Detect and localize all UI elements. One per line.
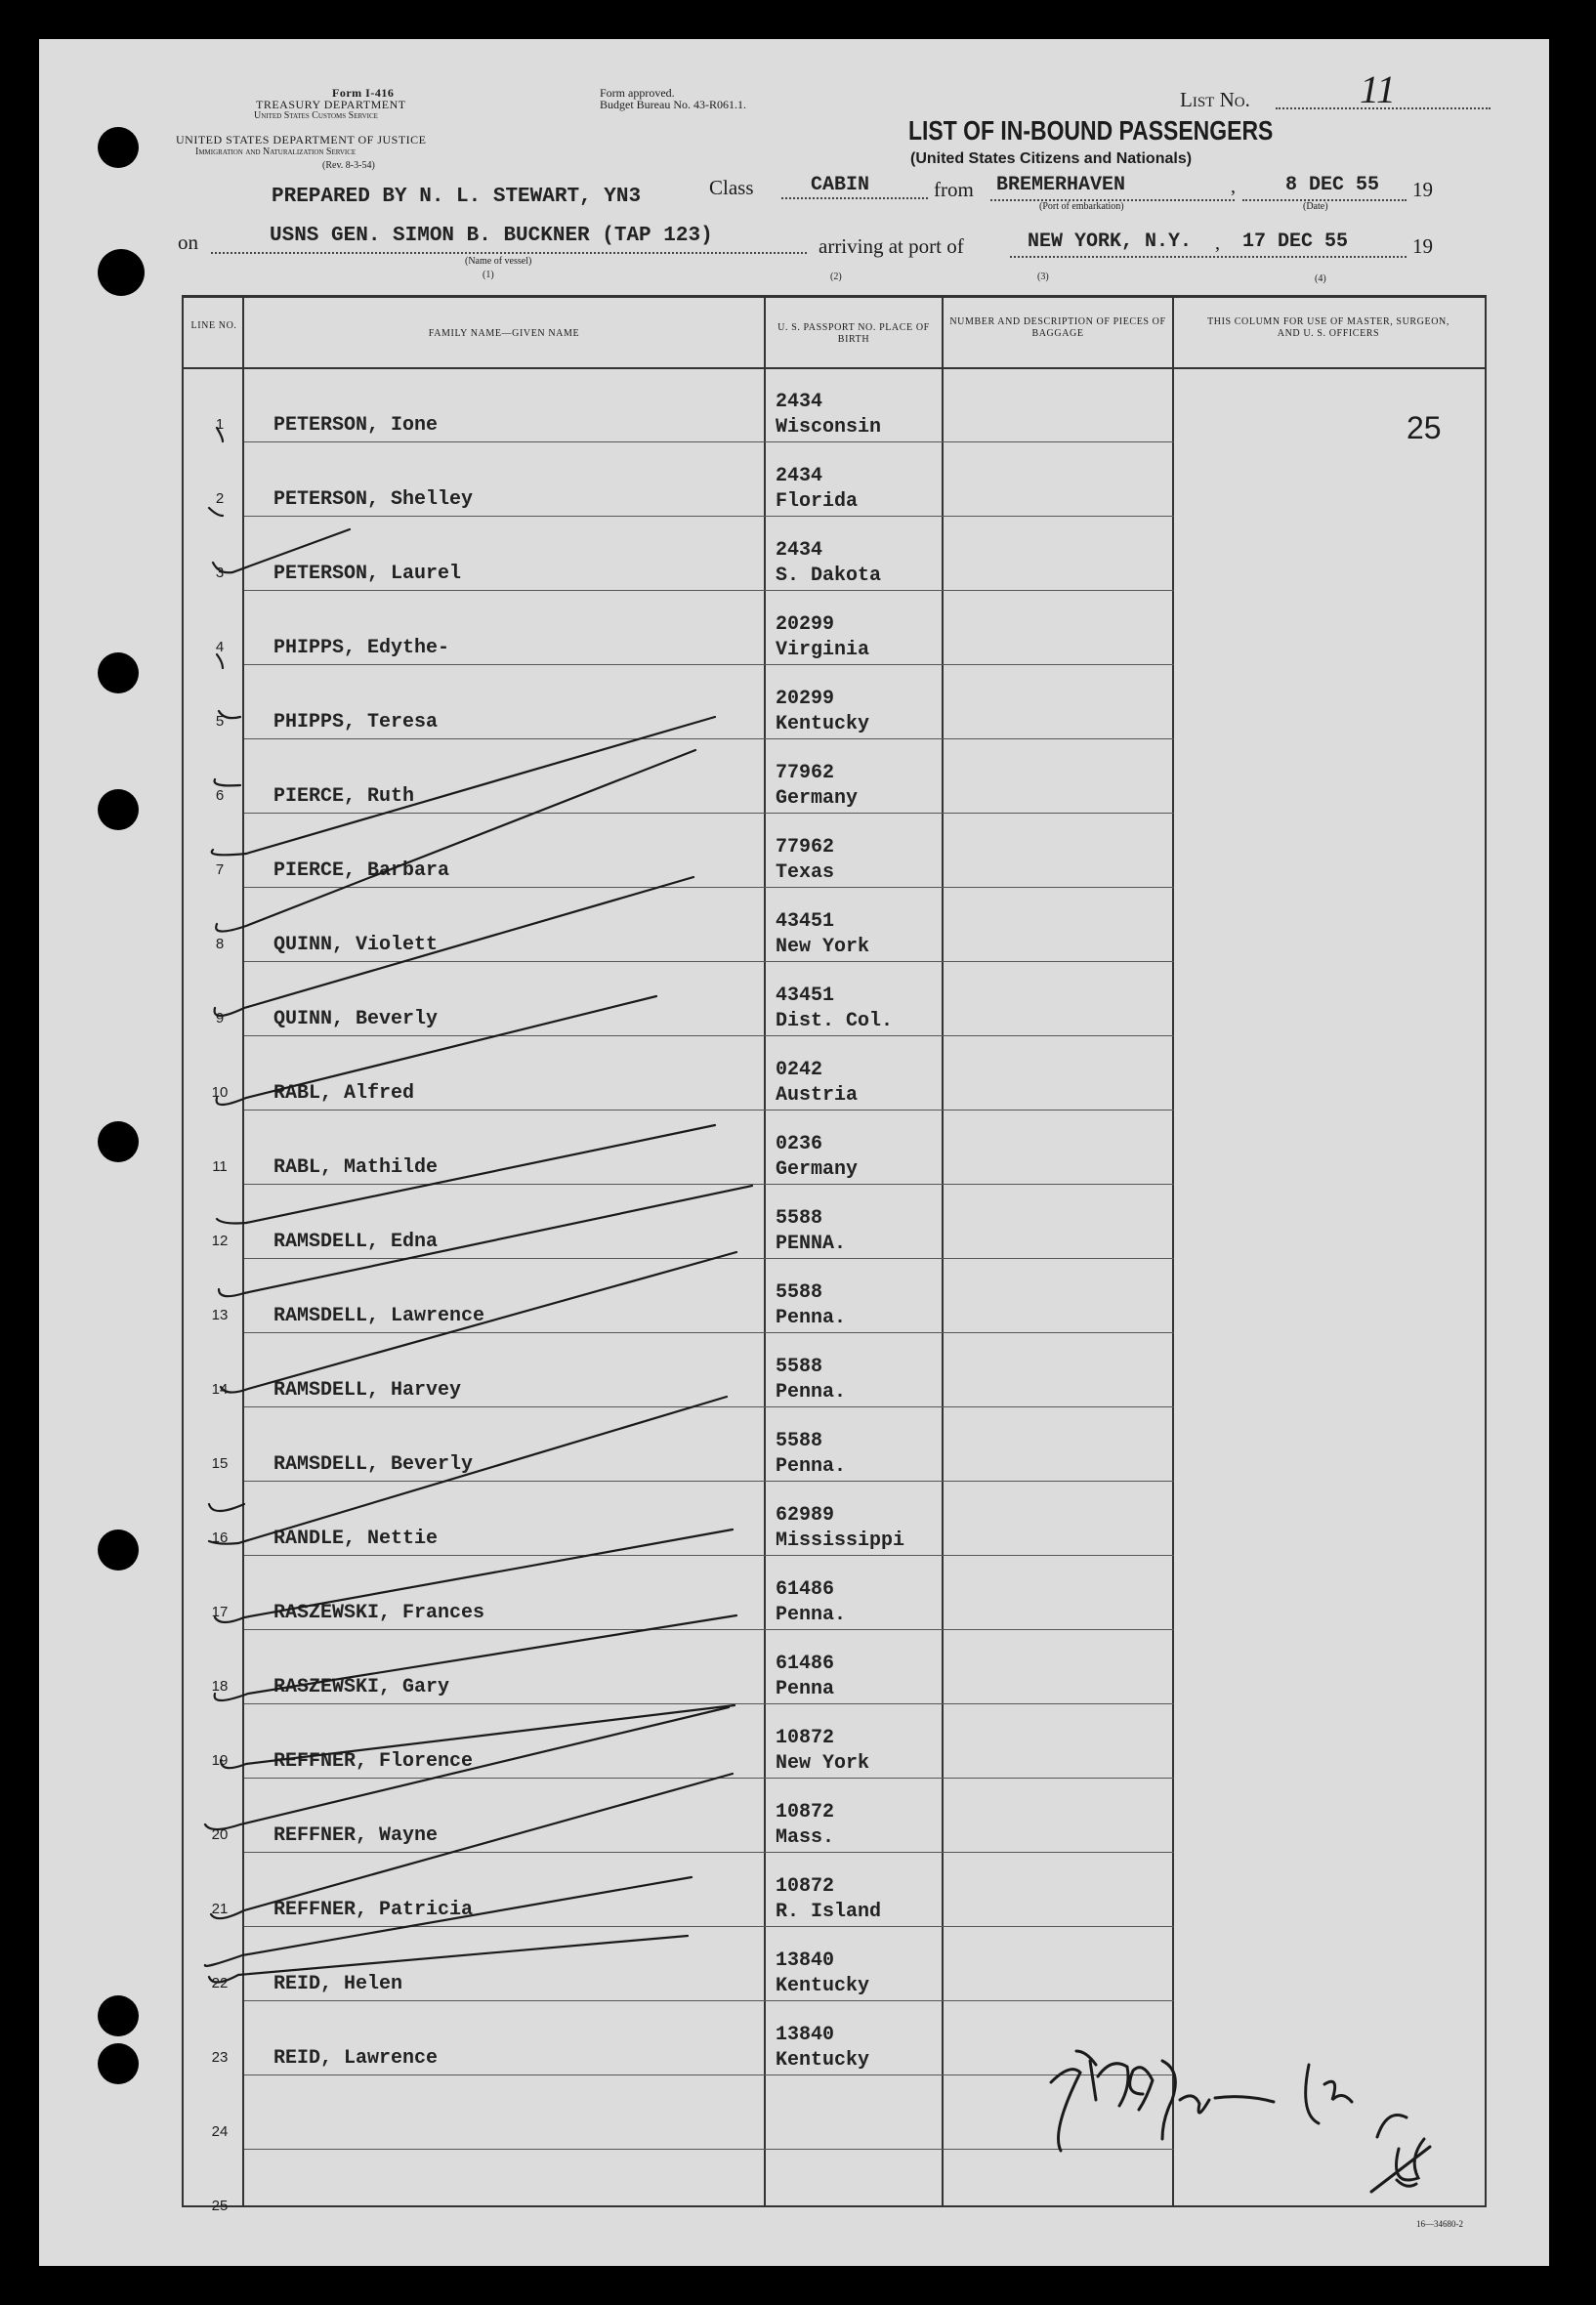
customs-service: United States Customs Service (254, 110, 378, 121)
row-line-number: 4 (215, 639, 225, 655)
passport-number: 2434 (776, 539, 823, 562)
passport-number: 5588 (776, 1207, 823, 1230)
col-num-1: (1) (483, 270, 494, 280)
passenger-name: QUINN, Beverly (273, 1008, 439, 1030)
signature-text (1055, 2139, 1121, 2150)
row-line-number: 25 (211, 2198, 229, 2214)
row-line-number: 23 (211, 2049, 229, 2066)
col-num-3: (3) (1037, 272, 1049, 282)
page-subtitle: (United States Citizens and Nationals) (910, 150, 1193, 167)
arriving-label: arriving at port of (819, 234, 964, 258)
row-line-number: 9 (215, 1010, 225, 1027)
passport-number: 61486 (776, 1653, 835, 1675)
passport-number: 10872 (776, 1801, 835, 1823)
passport-number: 77962 (776, 836, 835, 859)
place-of-birth: Germany (776, 787, 859, 810)
header-baggage: NUMBER AND DESCRIPTION OF PIECES OF BAGGAGE (949, 316, 1166, 339)
passenger-name: RASZEWSKI, Gary (273, 1676, 450, 1698)
place-of-birth: Austria (776, 1084, 859, 1107)
passport-number: 13840 (776, 1949, 835, 1972)
passport-number: 10872 (776, 1875, 835, 1898)
place-of-birth: Germany (776, 1158, 859, 1181)
passenger-name: PIERCE, Ruth (273, 785, 415, 808)
revision: (Rev. 8-3-54) (322, 160, 375, 171)
passenger-name: RANDLE, Nettie (273, 1528, 439, 1550)
place-of-birth: Dist. Col. (776, 1010, 894, 1032)
place-of-birth: Penna. (776, 1604, 847, 1626)
col-num-2: (2) (830, 272, 842, 282)
place-of-birth: PENNA. (776, 1233, 847, 1255)
treasury-dept: TREASURY DEPARTMENT (256, 98, 406, 111)
place-of-birth: S. Dakota (776, 565, 882, 587)
arrival-port: NEW YORK, N.Y. (1028, 230, 1193, 253)
place-of-birth: Virginia (776, 639, 870, 661)
place-of-birth: Texas (776, 861, 835, 884)
print-code: 16—34680-2 (1416, 2219, 1463, 2229)
col-num-4: (4) (1315, 273, 1326, 284)
row-line-number: 19 (211, 1752, 229, 1769)
passport-number: 20299 (776, 688, 835, 710)
passenger-name: RAMSDELL, Beverly (273, 1453, 474, 1476)
passenger-name: RAMSDELL, Lawrence (273, 1305, 485, 1327)
passenger-name: PHIPPS, Edythe- (273, 637, 450, 659)
from-port: BREMERHAVEN (996, 174, 1126, 196)
row-line-number: 22 (211, 1975, 229, 1991)
row-line-number: 14 (211, 1381, 229, 1398)
row-line-number: 16 (211, 1530, 229, 1546)
header-name: FAMILY NAME—GIVEN NAME (428, 328, 580, 339)
passport-number: 5588 (776, 1430, 823, 1452)
passport-number: 5588 (776, 1356, 823, 1378)
prepared-by: PREPARED BY N. L. STEWART, YN3 (272, 186, 642, 208)
place-of-birth: Penna. (776, 1307, 847, 1329)
passport-number: 2434 (776, 465, 823, 487)
budget-bureau: Budget Bureau No. 43-R061.1. (600, 98, 746, 111)
passenger-name: PIERCE, Barbara (273, 859, 450, 882)
passenger-name: PHIPPS, Teresa (273, 711, 439, 733)
passenger-name: PETERSON, Laurel (273, 563, 462, 585)
arrival-date: 17 DEC 55 (1242, 230, 1349, 253)
vessel-name: USNS GEN. SIMON B. BUCKNER (TAP 123) (270, 225, 713, 247)
passport-number: 43451 (776, 985, 835, 1007)
passenger-name: QUINN, Violett (273, 934, 439, 956)
list-no-value: 11 (1360, 67, 1397, 111)
place-of-birth: Kentucky (776, 713, 870, 735)
place-of-birth: Kentucky (776, 1975, 870, 1997)
passport-number: 20299 (776, 613, 835, 636)
row-line-number: 5 (215, 713, 225, 730)
place-of-birth: Florida (776, 490, 859, 513)
place-of-birth: Mississippi (776, 1530, 905, 1552)
class-value: CABIN (811, 174, 870, 196)
justice-dept: UNITED STATES DEPARTMENT OF JUSTICE (176, 133, 427, 147)
list-no-label: List No. (1180, 88, 1250, 111)
row-line-number: 11 (212, 1158, 228, 1175)
place-of-birth: R. Island (776, 1901, 882, 1923)
row-line-number: 13 (211, 1307, 229, 1323)
row-line-number: 3 (215, 565, 225, 581)
form-approved: Form approved. (600, 86, 675, 100)
page-title: LIST OF IN-BOUND PASSENGERS (908, 115, 1274, 146)
port-caption: (Port of embarkation) (1039, 201, 1124, 212)
row-line-number: 20 (211, 1826, 229, 1843)
row-line-number: 1 (215, 416, 225, 433)
place-of-birth: Penna. (776, 1455, 847, 1478)
passenger-name: RAMSDELL, Harvey (273, 1379, 462, 1402)
passenger-name: REID, Helen (273, 1973, 403, 1995)
passenger-name: REID, Lawrence (273, 2047, 439, 2070)
passport-number: 5588 (776, 1281, 823, 1304)
passport-number: 2434 (776, 391, 823, 413)
place-of-birth: Penna (776, 1678, 835, 1700)
passenger-name: REFFNER, Wayne (273, 1824, 439, 1847)
row-line-number: 18 (211, 1678, 229, 1695)
place-of-birth: Kentucky (776, 2049, 870, 2072)
date-caption: (Date) (1303, 201, 1328, 212)
from-label: from (934, 178, 974, 201)
row-line-number: 6 (215, 787, 225, 804)
passenger-name: RAMSDELL, Edna (273, 1231, 439, 1253)
passenger-name: REFFNER, Patricia (273, 1899, 474, 1921)
row-line-number: 15 (211, 1455, 229, 1472)
on-label: on (178, 230, 198, 254)
passenger-name: RABL, Alfred (273, 1082, 415, 1105)
place-of-birth: Penna. (776, 1381, 847, 1404)
place-of-birth: Mass. (776, 1826, 835, 1849)
header-officers: THIS COLUMN FOR USE OF MASTER, SURGEON, AND U. S. OFFICERS (1207, 316, 1449, 339)
header-line-no: LINE NO. (190, 320, 237, 331)
row-line-number: 10 (211, 1084, 229, 1101)
row-line-number: 2 (215, 490, 225, 507)
row-line-number: 24 (211, 2123, 229, 2140)
passport-number: 62989 (776, 1504, 835, 1527)
passport-number: 0242 (776, 1059, 823, 1081)
officer-note: 25 (1407, 410, 1442, 445)
passenger-name: RABL, Mathilde (273, 1156, 439, 1179)
passenger-name: PETERSON, Ione (273, 414, 439, 437)
place-of-birth: New York (776, 1752, 870, 1775)
vessel-caption: (Name of vessel) (465, 256, 532, 267)
place-of-birth: Wisconsin (776, 416, 882, 439)
year-suffix-2: 19 (1412, 234, 1433, 258)
row-line-number: 8 (215, 936, 225, 952)
passport-number: 13840 (776, 2024, 835, 2046)
row-line-number: 17 (211, 1604, 229, 1620)
ins-service: Immigration and Naturalization Service (195, 147, 357, 157)
row-line-number: 7 (215, 861, 225, 878)
passport-number: 43451 (776, 910, 835, 933)
place-of-birth: New York (776, 936, 870, 958)
passport-number: 77962 (776, 762, 835, 784)
form-number: Form I-416 (332, 86, 395, 100)
signature-note (1367, 2139, 1393, 2150)
row-line-number: 21 (211, 1901, 229, 1917)
passport-number: 10872 (776, 1727, 835, 1749)
passenger-name: REFFNER, Florence (273, 1750, 474, 1773)
passenger-name: RASZEWSKI, Frances (273, 1602, 485, 1624)
passport-number: 61486 (776, 1578, 835, 1601)
header-passport: U. S. PASSPORT NO. PLACE OF BIRTH (777, 322, 930, 345)
class-label: Class (709, 176, 754, 199)
inspector-signature (1051, 2051, 1430, 2192)
passport-number: 0236 (776, 1133, 823, 1155)
from-date: 8 DEC 55 (1285, 174, 1380, 196)
year-suffix: 19 (1412, 178, 1433, 201)
passenger-name: PETERSON, Shelley (273, 488, 474, 511)
row-line-number: 12 (211, 1233, 229, 1249)
